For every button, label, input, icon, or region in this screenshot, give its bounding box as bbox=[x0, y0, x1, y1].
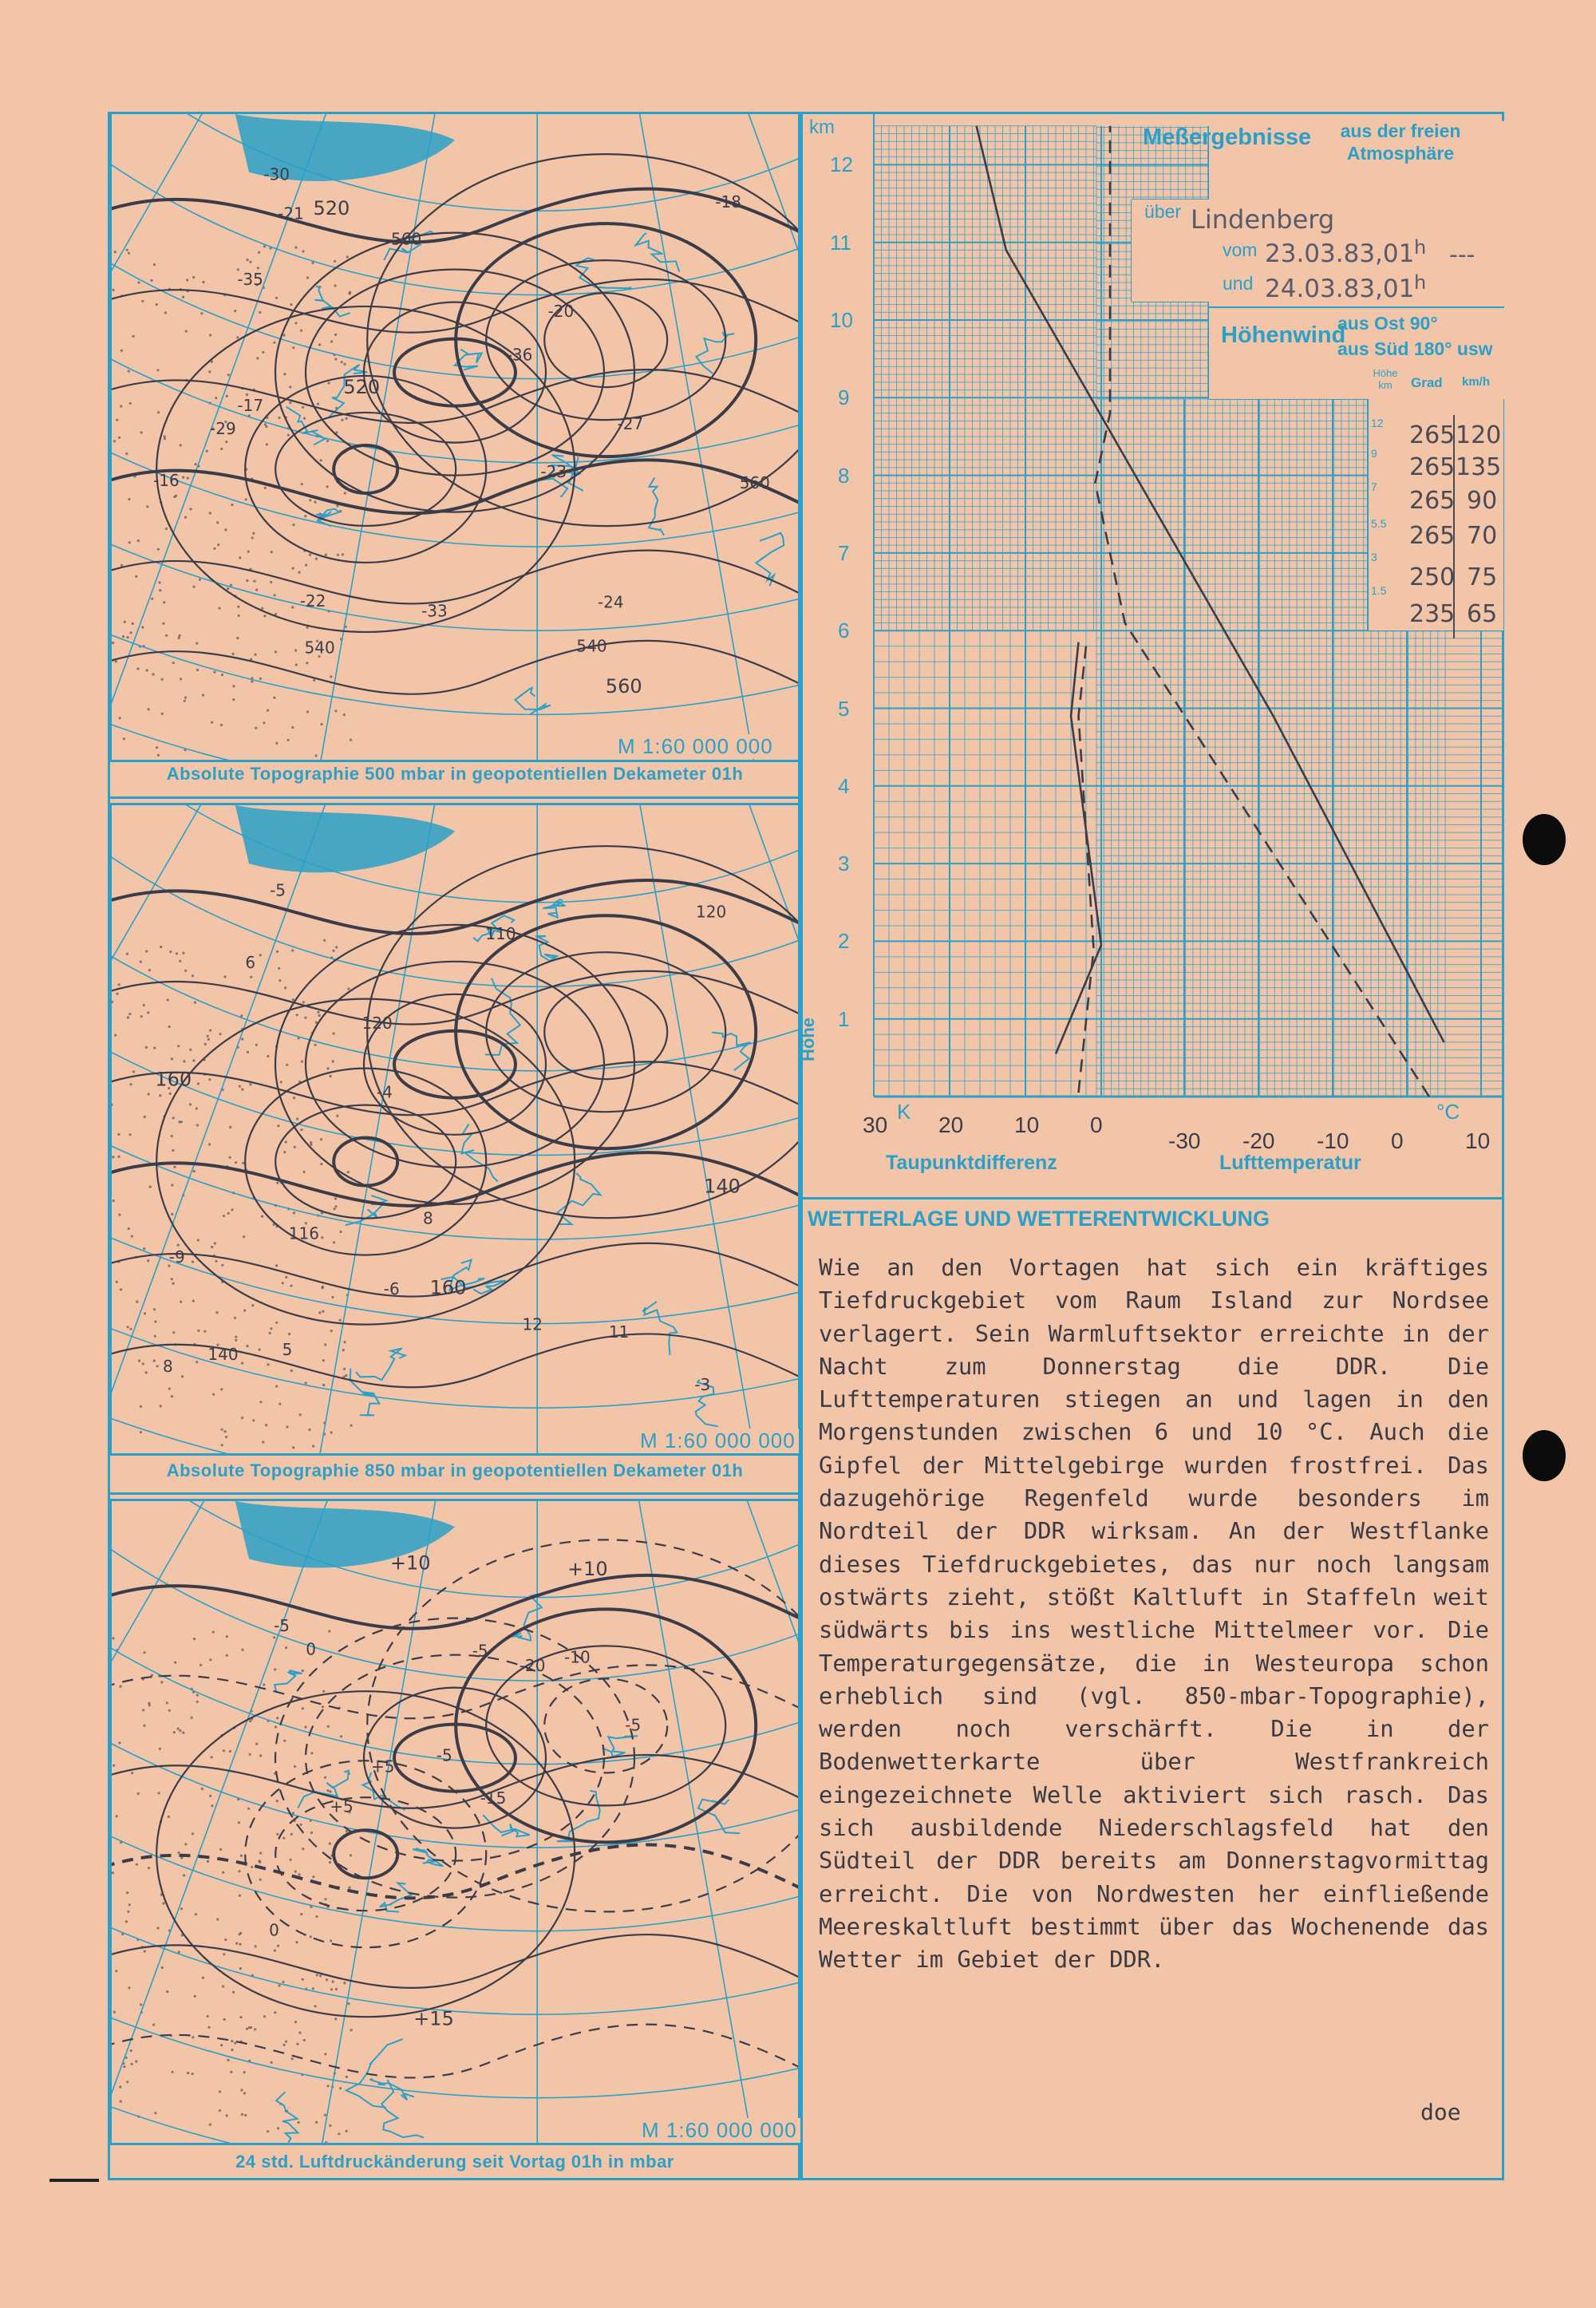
map-contour-label: -5 bbox=[274, 1616, 290, 1635]
map-contour-label: 8 bbox=[423, 1208, 433, 1228]
map-850mbar-scale: M 1:60 000 000 bbox=[637, 1429, 799, 1453]
map-contour-label: -5 bbox=[472, 1641, 488, 1661]
map-contour-label: 560 bbox=[391, 229, 422, 249]
y-tick-label: 5 bbox=[838, 696, 850, 721]
col-height-header: Höhe km bbox=[1373, 367, 1398, 391]
map-contour-label: -21 bbox=[278, 204, 304, 223]
edge-mark bbox=[49, 2179, 99, 2182]
map-contour-label: 0 bbox=[306, 1639, 316, 1659]
map-contour-label: -33 bbox=[421, 601, 448, 621]
xlabel-dew: Taupunktdifferenz bbox=[886, 1152, 1057, 1174]
temp-tick-label: 0 bbox=[1391, 1128, 1404, 1153]
y-tick-label: 1 bbox=[838, 1006, 850, 1031]
col-deg-header: Grad bbox=[1411, 375, 1443, 390]
map-contour-label: 120 bbox=[361, 1014, 393, 1033]
dew-tick-label: 20 bbox=[938, 1113, 964, 1137]
map-contour-label: -4 bbox=[377, 1082, 393, 1102]
map-contour-label: 540 bbox=[576, 636, 607, 656]
temp-tick-label: -30 bbox=[1168, 1128, 1201, 1153]
map-contour-label: +5 bbox=[330, 1796, 354, 1816]
map-500mbar-caption: Absolute Topographie 500 mbar in geopotentiellen Dekameter 01h bbox=[166, 764, 744, 784]
map-contour-label: -15 bbox=[480, 1788, 507, 1808]
temp-tick-label: -10 bbox=[1317, 1128, 1349, 1153]
map-contour-label: 160 bbox=[429, 1276, 467, 1299]
map-contour-label: 140 bbox=[207, 1345, 239, 1364]
map-contour-label: 8 bbox=[163, 1357, 173, 1376]
map-contour-label: 140 bbox=[704, 1175, 741, 1198]
map-contour-label: -17 bbox=[237, 395, 264, 415]
map-500mbar bbox=[109, 112, 800, 762]
wind-table: 12 265 120 9 265 135 7 265 90 5.5 265 70 3 250 75 1.5 235 65 bbox=[1371, 417, 1502, 628]
temp-unit: °C bbox=[1436, 1100, 1460, 1124]
y-tick-label: 4 bbox=[838, 773, 850, 798]
wind-south: aus Süd 180° usw bbox=[1337, 338, 1493, 359]
map-contour-label: 120 bbox=[696, 902, 727, 922]
map-pressure-change-caption: 24 std. Luftdruckänderung seit Vortag 01h in mbar bbox=[235, 2152, 674, 2172]
xlabel-temp: Lufttemperatur bbox=[1219, 1152, 1361, 1174]
article-body: Wie an den Vortagen hat sich ein kräftiges Tiefdruckgebiet vom Raum Island zur Nordsee verlagert. Sein Warmluftsektor erreichte in der Nacht zum Donnerstag die DDR. Die Lufttemperaturen stiegen an und lagen in den Morgenstunden zwischen 6 und 10 °C. Auch die Gipfel der Mittelgebirge wurden frostfrei. Das dazugehörige Regenfeld wurde besonders im Nordteil der DDR wirksam. An der Westflanke dieses Tiefdruckgebietes, das nur noch langsam ostwärts zieht, stößt Kaltluft in Staffeln weit südwärts bis ins westliche Mittelmeer vor. Die Temperaturgegensätze, die in Westeuropa schon erheblich sind (vgl. 850-mbar-Topographie), werden noch verschärft. Die in der Bodenwetterkarte über Westfrankreich eingezeichnete Welle aktiviert sich rasch. Das sich ausbildende Niederschlagsfeld hat den Südteil der DDR bereits am Donnerstagvormittag erreicht. Die von Nordwesten her einfließende Meereskaltluft bestimmt über das Wochenende das Wetter im Gebiet der DDR. bbox=[819, 1254, 1489, 1974]
axis-km: km bbox=[809, 117, 835, 138]
map-contour-label: -36 bbox=[506, 345, 533, 365]
date-from-hour: h bbox=[1414, 236, 1427, 259]
map-contour-label: -35 bbox=[237, 269, 263, 289]
date-from: 23.03.83,01 bbox=[1265, 239, 1415, 268]
map-contour-label: 116 bbox=[288, 1223, 319, 1243]
y-tick-label: 6 bbox=[838, 618, 850, 643]
map-contour-label: +10 bbox=[567, 1558, 608, 1581]
map-graticule bbox=[112, 1501, 798, 2143]
map-contour-label: -27 bbox=[617, 413, 644, 433]
map-contour-label: -23 bbox=[540, 462, 567, 482]
map-850mbar bbox=[109, 803, 800, 1456]
y-tick-label: 11 bbox=[830, 230, 851, 255]
map-contour-label: +15 bbox=[413, 2007, 454, 2030]
station-name: Lindenberg bbox=[1191, 204, 1335, 235]
divider bbox=[108, 1492, 800, 1495]
binder-hole bbox=[1523, 1430, 1566, 1481]
map-500mbar-scale: M 1:60 000 000 bbox=[614, 734, 776, 759]
map-contour-label: +10 bbox=[389, 1551, 431, 1575]
map-contour-label: -5 bbox=[625, 1715, 642, 1735]
y-tick-label: 12 bbox=[830, 152, 853, 177]
map-contour-label: -24 bbox=[597, 592, 624, 612]
date-from-label: vom bbox=[1223, 239, 1258, 260]
y-tick-label: 9 bbox=[838, 385, 850, 410]
map-contour-label: 520 bbox=[313, 196, 350, 219]
map-pressure-change-scale: M 1:60 000 000 bbox=[638, 2118, 800, 2143]
map-contour-label: -30 bbox=[263, 164, 290, 184]
map-contour-label: 560 bbox=[605, 674, 642, 698]
map-contour-label: 560 bbox=[739, 473, 770, 493]
map-contour-label: -20 bbox=[547, 302, 575, 322]
map-contour-label: -3 bbox=[694, 1374, 711, 1394]
map-contour-label: -10 bbox=[564, 1647, 591, 1667]
map-contour-label: 540 bbox=[304, 638, 335, 658]
map-contour-label: -5 bbox=[270, 880, 286, 900]
map-contour-label: 520 bbox=[343, 376, 381, 399]
map-pressure-change bbox=[109, 1499, 800, 2145]
map-contour-label: 110 bbox=[485, 923, 516, 943]
axis-height: Höhe bbox=[798, 1018, 818, 1061]
article-signature: doe bbox=[1420, 2099, 1461, 2125]
wind-east: aus Ost 90° bbox=[1337, 313, 1438, 334]
y-tick-label: 2 bbox=[838, 929, 850, 954]
map-landmass bbox=[235, 805, 455, 872]
map-contour-label: 6 bbox=[245, 952, 256, 972]
map-contour-label: +5 bbox=[371, 1757, 395, 1776]
map-contour-label: 5 bbox=[282, 1340, 293, 1359]
y-tick-label: 3 bbox=[838, 852, 850, 876]
map-contour-label: -9 bbox=[168, 1247, 185, 1267]
wind-title: Höhenwind bbox=[1221, 322, 1346, 348]
col-speed-header: km/h bbox=[1462, 375, 1491, 389]
map-contour-label: -18 bbox=[715, 192, 741, 212]
date-to-hour: h bbox=[1414, 271, 1427, 294]
map-850mbar-caption: Absolute Topographie 850 mbar in geopotentiellen Dekameter 01h bbox=[166, 1460, 744, 1480]
map-contour-label: -5 bbox=[436, 1745, 452, 1765]
y-tick-label: 8 bbox=[838, 463, 850, 488]
date-to: 24.03.83,01 bbox=[1265, 275, 1415, 303]
sounding-subtitle: aus der freien Atmosphäre bbox=[1340, 121, 1461, 164]
map-contour-label: -6 bbox=[383, 1279, 400, 1298]
map-contour-label: -16 bbox=[153, 471, 180, 491]
map-coastlines bbox=[286, 231, 784, 714]
map-contour-label: 160 bbox=[155, 1068, 192, 1091]
dew-tick-label: 30 bbox=[863, 1113, 888, 1137]
map-coastlines bbox=[346, 899, 751, 1426]
divider bbox=[108, 796, 800, 799]
map-contour-label: -20 bbox=[519, 1656, 546, 1675]
dew-unit: K bbox=[897, 1100, 911, 1124]
dew-tick-label: 0 bbox=[1090, 1113, 1103, 1137]
temp-tick-label: 10 bbox=[1465, 1128, 1491, 1153]
chart-bottom-rule bbox=[800, 1197, 1504, 1199]
map-contour-label: 12 bbox=[522, 1314, 543, 1334]
map-contour-label: 11 bbox=[608, 1322, 630, 1342]
temp-tick-label: -20 bbox=[1242, 1128, 1275, 1153]
y-tick-label: 7 bbox=[838, 540, 850, 565]
sounding-title: Meßergebnisse bbox=[1143, 124, 1312, 150]
map-contour-label: -22 bbox=[299, 591, 326, 611]
map-contour-label: -29 bbox=[210, 418, 236, 438]
article-title: WETTERLAGE UND WETTERENTWICKLUNG bbox=[808, 1207, 1270, 1231]
date-from-dash: --- bbox=[1449, 241, 1476, 269]
binder-hole bbox=[1523, 814, 1566, 865]
date-to-label: und bbox=[1223, 273, 1254, 294]
station-prefix: über bbox=[1144, 201, 1182, 222]
y-tick-label: 10 bbox=[830, 308, 853, 332]
dew-tick-label: 10 bbox=[1014, 1113, 1040, 1137]
map-contour-label: 0 bbox=[269, 1920, 279, 1940]
